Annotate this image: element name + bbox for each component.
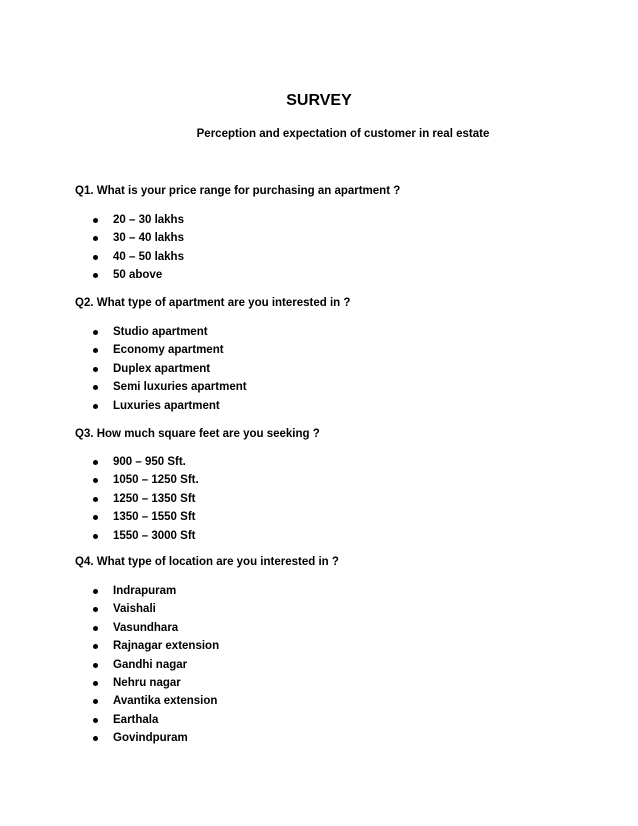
list-item: 40 – 50 lakhs (0, 248, 184, 266)
list-item: Govindpuram (0, 729, 219, 747)
list-item: Economy apartment (0, 341, 247, 359)
list-item: 30 – 40 lakhs (0, 229, 184, 247)
list-item: Luxuries apartment (0, 397, 247, 415)
list-item: 1250 – 1350 Sft (0, 490, 199, 508)
list-item: Duplex apartment (0, 360, 247, 378)
list-item: Earthala (0, 711, 219, 729)
list-item: Avantika extension (0, 692, 219, 710)
list-item: Nehru nagar (0, 674, 219, 692)
list-item: 1550 – 3000 Sft (0, 527, 199, 545)
list-item: Gandhi nagar (0, 656, 219, 674)
question-1: Q1. What is your price range for purchasing an apartment ? (75, 185, 401, 197)
list-item: 50 above (0, 266, 184, 284)
page-subtitle: Perception and expectation of customer in real estate (196, 128, 490, 140)
question-1-options (0, 211, 184, 285)
list-item: 1050 – 1250 Sft. (0, 471, 199, 489)
page-title: SURVEY (286, 92, 352, 109)
list-item: Vasundhara (0, 619, 219, 637)
question-3: Q3. How much square feet are you seeking ? (75, 428, 320, 440)
question-4-options (0, 582, 219, 748)
question-3-options (0, 453, 199, 545)
list-item: Indrapuram (0, 582, 219, 600)
list-item: Rajnagar extension (0, 637, 219, 655)
question-4: Q4. What type of location are you interested in ? (75, 556, 339, 568)
list-item: Semi luxuries apartment (0, 378, 247, 396)
list-item: 20 – 30 lakhs (0, 211, 184, 229)
list-item: Vaishali (0, 600, 219, 618)
list-item: 1350 – 1550 Sft (0, 508, 199, 526)
list-item: Studio apartment (0, 323, 247, 341)
question-2-options (0, 323, 247, 415)
question-2: Q2. What type of apartment are you interested in ? (75, 297, 351, 309)
list-item: 900 – 950 Sft. (0, 453, 199, 471)
